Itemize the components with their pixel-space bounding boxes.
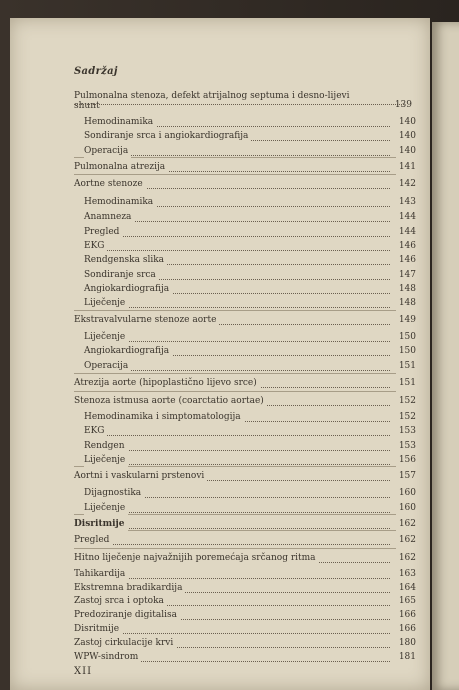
- toc-entry: [10, 534, 430, 547]
- toc-page-number: 143: [398, 197, 416, 207]
- toc-entry-title: Pulmonalna atrezija: [74, 161, 168, 174]
- toc-entry: [10, 377, 430, 390]
- toc-page-number: 139: [394, 100, 412, 110]
- toc-page-number: 181: [398, 652, 416, 662]
- toc-subentry: [10, 360, 430, 373]
- toc-entry-title: Tahikardija: [74, 568, 128, 581]
- toc-entry-title: Pregled: [74, 534, 112, 547]
- toc-page-number: 162: [398, 553, 416, 563]
- toc-page-number: 144: [398, 227, 416, 237]
- toc-entry-title: EKG: [84, 425, 107, 438]
- toc-page-number: 146: [398, 241, 416, 251]
- toc-page-number: 160: [398, 503, 416, 513]
- toc-entry-title: Sondiranje srca: [84, 269, 159, 282]
- toc-page-number: 166: [398, 624, 416, 634]
- contents-heading: Sadržaj: [74, 66, 118, 77]
- toc-entry-title: Liječenje: [84, 297, 128, 310]
- toc-entry-title: Anamneza: [84, 211, 134, 224]
- toc-subentry: [10, 297, 430, 310]
- toc-entry-title: Disritmije: [74, 518, 128, 531]
- toc-entry-title: Rendgen: [84, 440, 128, 453]
- toc-entry-title: Sondiranje srca i angiokardiografija: [84, 130, 251, 143]
- toc-page-number: 142: [398, 179, 416, 189]
- dot-leader: [84, 437, 390, 451]
- toc-page-number: 151: [398, 361, 416, 371]
- toc-entry: [10, 395, 430, 408]
- dot-leader: [84, 328, 390, 342]
- toc-entry-title: WPW-sindrom: [74, 651, 141, 664]
- book-page: [10, 18, 430, 690]
- toc-page-number: 152: [398, 396, 416, 406]
- toc-page-number: 180: [398, 638, 416, 648]
- toc-entry-title: Atrezija aorte (hipoplastično lijevo srce): [74, 377, 260, 390]
- toc-entry-title: Hitno liječenje najvažnijih poremećaja srčanog ritma: [74, 552, 319, 565]
- toc-entry-title: Operacija: [84, 145, 131, 158]
- toc-page-number: 156: [398, 455, 416, 465]
- page-folio: XII: [74, 666, 93, 677]
- toc-page-number: 150: [398, 346, 416, 356]
- toc-page-number: 153: [398, 426, 416, 436]
- toc-page-number: 140: [398, 131, 416, 141]
- toc-entry-title: Hemodinamika: [84, 196, 156, 209]
- toc-page-number: 146: [398, 255, 416, 265]
- toc-entry-title-line1: Pulmonalna stenoza, defekt atrijalnog septuma i desno-lijevi: [74, 91, 350, 101]
- toc-page-number: 151: [398, 378, 416, 388]
- toc-entry-title: Hemodinamika: [84, 116, 156, 129]
- toc-entry-title: Disritmije: [74, 623, 122, 636]
- toc-entry-title: Ekstravalvularne stenoze aorte: [74, 314, 219, 327]
- toc-entry-title: Aortni i vaskularni prstenovi: [74, 470, 207, 483]
- toc-entry-title: Rendgenska slika: [84, 254, 167, 267]
- toc-entry-title: Liječenje: [84, 331, 128, 344]
- toc-page-number: 153: [398, 441, 416, 451]
- toc-page-number: 165: [398, 596, 416, 606]
- toc-entry-title-line2: shunt: [74, 101, 103, 112]
- toc-page-number: 140: [398, 117, 416, 127]
- toc-entry-title: Aortne stenoze: [74, 178, 146, 191]
- toc-entry-title: Operacija: [84, 360, 131, 373]
- toc-entry-title: Liječenje: [84, 454, 128, 467]
- table-of-contents: [10, 18, 430, 690]
- toc-entry-title: Dijagnostika: [84, 487, 144, 500]
- toc-entry: [10, 470, 430, 483]
- toc-page-number: 166: [398, 610, 416, 620]
- toc-entry-title: Hemodinamika i simptomatologija: [84, 411, 244, 424]
- dot-leader: [84, 499, 390, 513]
- toc-entry-title: Predoziranje digitalisa: [74, 609, 180, 622]
- toc-page-number: 157: [398, 471, 416, 481]
- toc-entry-title: Stenoza istmusa aorte (coarctatio aortae): [74, 395, 267, 408]
- toc-entry: [10, 161, 430, 174]
- toc-entry: [10, 651, 430, 664]
- toc-entry-title: Pregled: [84, 226, 122, 239]
- dot-leader: [84, 237, 390, 251]
- toc-entry-title: EKG: [84, 240, 107, 253]
- toc-entry: [10, 178, 430, 191]
- dot-leader: [84, 451, 390, 465]
- toc-entry-title: Zastoj srca i optoka: [74, 595, 167, 608]
- toc-entry: [10, 314, 430, 327]
- toc-page-number: 163: [398, 569, 416, 579]
- toc-page-number: 150: [398, 332, 416, 342]
- toc-page-number: 152: [398, 412, 416, 422]
- dot-leader: [84, 422, 390, 436]
- toc-page-number: 148: [398, 284, 416, 294]
- dot-leader: [74, 531, 390, 545]
- toc-page-number: 162: [398, 519, 416, 529]
- dot-leader: [84, 223, 390, 237]
- toc-page-number: 160: [398, 488, 416, 498]
- toc-page-number: 148: [398, 298, 416, 308]
- toc-page-number: 164: [398, 583, 416, 593]
- toc-entry-title: Angiokardiografija: [84, 345, 172, 358]
- toc-entry-title: Zastoj cirkulacije krvi: [74, 637, 176, 650]
- dot-leader: [84, 294, 390, 308]
- toc-entry-title: Liječenje: [84, 502, 128, 515]
- toc-entry-title: Angiokardiografija: [84, 283, 172, 296]
- toc-page-number: 141: [398, 162, 416, 172]
- toc-page-number: 140: [398, 146, 416, 156]
- toc-page-number: 144: [398, 212, 416, 222]
- adjacent-page-edge: [432, 22, 459, 690]
- toc-page-number: 162: [398, 535, 416, 545]
- toc-page-number: 147: [398, 270, 416, 280]
- toc-entry: [10, 552, 430, 565]
- toc-page-number: 149: [398, 315, 416, 325]
- toc-entry-title: Ekstremna bradikardija: [74, 582, 185, 595]
